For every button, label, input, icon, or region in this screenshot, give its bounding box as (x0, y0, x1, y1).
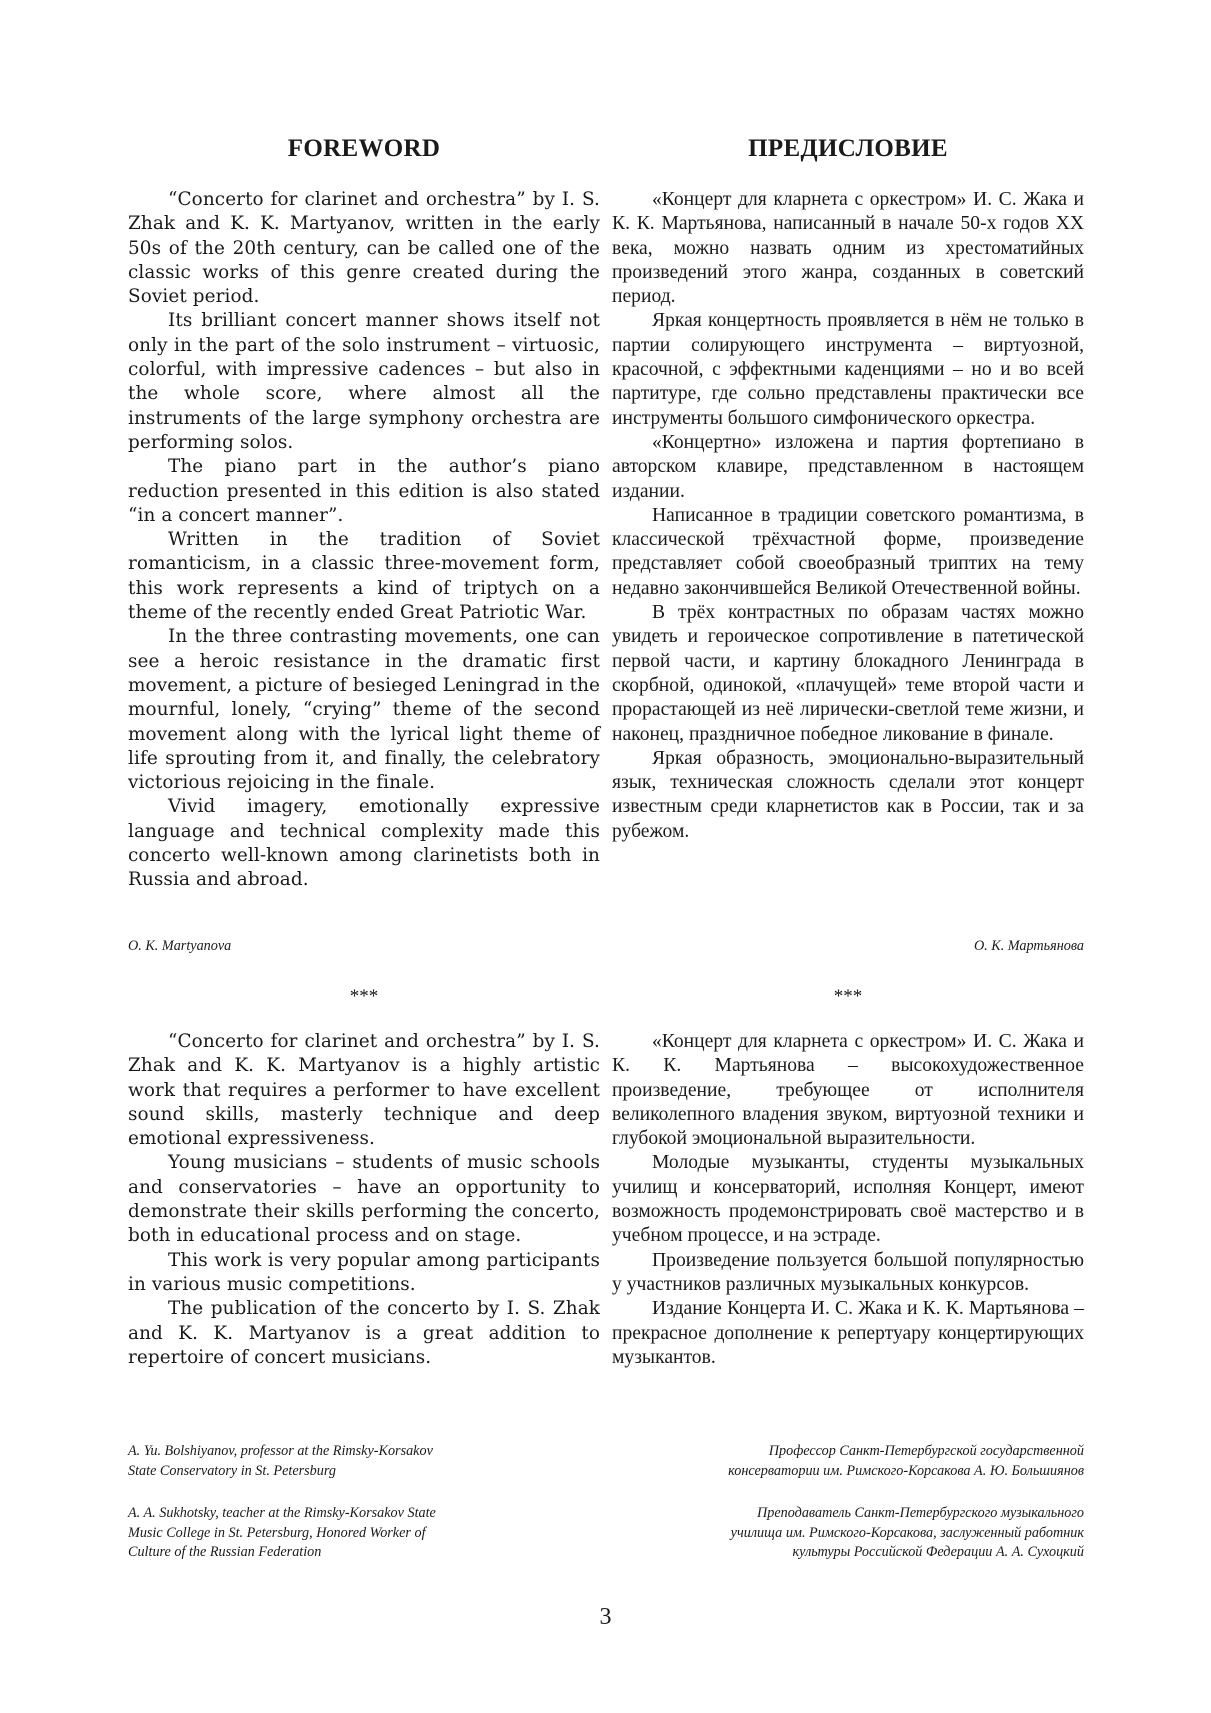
paragraph: Vivid imagery, emotionally expressive language and technical complexity made this concerto well-known among clarinetists both in Russia and abroad. (128, 796, 600, 891)
russian-signature-bolshiyanov (612, 1442, 1084, 1481)
paragraph: Written in the tradition of Soviet romanticism, in a classic three-movement form, this work represents a kind of triptych on a theme of the recently ended Great Patriotic War. (128, 529, 600, 624)
signature-line: State Conservatory in St. Petersburg (128, 1462, 336, 1479)
english-signature-bolshiyanov (128, 1442, 600, 1481)
paragraph: The piano part in the author’s piano reduction presented in this edition is also stated “in a concert manner”. (128, 456, 600, 526)
english-signature-sukhotsky (128, 1504, 600, 1563)
paragraph: In the three contrasting movements, one can see a heroic resistance in the dramatic first movement, a picture of besieged Leningrad in the mournful, lonely, “crying” theme of the second movement along with the lyrical light theme of life sprouting from it, and finally, the celebratory victorious rejoicing in the finale. (128, 626, 600, 794)
signature-line: консерватории им. Римского-Корсакова А. Ю. Большиянов (728, 1462, 1084, 1479)
paragraph: «Концертно» изложена и партия фортепиано в авторском клавире, представленном в настоящем издании. (612, 431, 1084, 502)
paragraph: This work is very popular among participants in various music competitions. (128, 1249, 600, 1295)
english-section-2 (128, 1030, 600, 1370)
english-section-1 (128, 188, 600, 893)
signature-line: Culture of the Russian Federation (128, 1544, 322, 1560)
paragraph: «Концерт для кларнета с оркестром» И. С. Жака и К. К. Мартьянова, написанный в начале 50-х годов XX века, можно назвать одним из хрестоматийных произведений этого жанра, созданных в советский период. (612, 189, 1084, 308)
signature-line: A. A. Sukhotsky, teacher at the Rimsky-Korsakov State (128, 1505, 436, 1521)
english-title: FOREWORD (287, 135, 441, 162)
paragraph: Молодые музыканты, студенты музыкальных училищ и консерваторий, исполняя Концерт, имеют возможность продемонстрировать своё мастерство и в учебном процессе, и на эстраде. (612, 1152, 1084, 1247)
paragraph: Young musicians – students of music schools and conservatories – have an opportunity to demonstrate their skills performing the concerto, both in educational process and on stage. (128, 1152, 600, 1247)
paragraph: Яркая концертность проявляется в нём не только в партии солирующего инструмента – виртуозной, красочной, с эффектными каденциями – но и во всей партитуре, где сольно представлены практически все инструменты большого симфонического оркестра. (612, 310, 1084, 429)
russian-signature-martyanova: О. К. Мартьянова (973, 938, 1084, 954)
paragraph: Издание Концерта И. С. Жака и К. К. Мартьянова – прекрасное дополнение к репертуару концертирующих музыкантов. (612, 1298, 1084, 1368)
signature-line: Music College in St. Petersburg, Honored Worker of (128, 1524, 426, 1541)
russian-signature-sukhotsky (612, 1504, 1084, 1563)
signature-line: Профессор Санкт-Петербургской государственной (768, 1443, 1084, 1459)
paragraph: “Concerto for clarinet and orchestra” by I. S. Zhak and K. K. Martyanov is a highly artistic work that requires a performer to have excellent sound skills, masterly technique and deep emotional expressiveness. (128, 1031, 600, 1150)
russian-section-1 (612, 188, 1084, 844)
english-signature-martyanova: O. K. Martyanova (128, 938, 232, 954)
paragraph: Произведение пользуется большой популярностью у участников различных музыкальных конкурсов. (612, 1249, 1084, 1295)
signature-line: культуры Российской Федерации А. А. Сухоцкий (792, 1544, 1084, 1560)
paragraph: The publication of the concerto by I. S. Zhak and K. K. Martyanov is a great addition to repertoire of concert musicians. (128, 1298, 600, 1368)
paragraph: “Concerto for clarinet and orchestra” by I. S. Zhak and K. K. Martyanov, written in the early 50s of the 20th century, can be called one of the classic works of this genre created during the Soviet period. (128, 189, 600, 308)
russian-title: ПРЕДИСЛОВИЕ (748, 135, 948, 162)
paragraph: Яркая образность, эмоционально-выразительный язык, техническая сложность сделали этот концерт известным среди кларнетистов как в России, так и за рубежом. (612, 747, 1084, 842)
paragraph: Написанное в традиции советского романтизма, в классической трёхчастной форме, произведение представляет собой своеобразный триптих на тему недавно закончившейся Великой Отечественной войны. (612, 504, 1084, 599)
signature-line: A. Yu. Bolshiyanov, professor at the Rimsky-Korsakov (128, 1443, 433, 1459)
signature-line: Преподаватель Санкт-Петербургского музыкального (757, 1505, 1084, 1521)
page-number: 3 (599, 1604, 612, 1630)
section-separator: *** (349, 986, 379, 1007)
signature-line: училища им. Римского-Корсакова, заслуженный работник (730, 1524, 1084, 1541)
russian-section-2 (612, 1030, 1084, 1370)
section-separator: *** (833, 986, 863, 1007)
paragraph: «Концерт для кларнета с оркестром» И. С. Жака и К. К. Мартьянова – высокохудожественное произведение, требующее от исполнителя великолепного владения звуком, виртуозной техники и глубокой эмоциональной выразительности. (612, 1031, 1084, 1150)
paragraph: В трёх контрастных по образам частях можно увидеть и героическое сопротивление в патетической первой части, и картину блокадного Ленинграда в скорбной, одинокой, «плачущей» теме второй части и прорастающей из неё лирически-светлой теме жизни, и наконец, праздничное победное ликование в финале. (612, 602, 1084, 745)
paragraph: Its brilliant concert manner shows itself not only in the part of the solo instrument – virtuosic, colorful, with impressive cadences – but also in the whole score, where almost all the instruments of the large symphony orchestra are performing solos. (128, 310, 600, 453)
